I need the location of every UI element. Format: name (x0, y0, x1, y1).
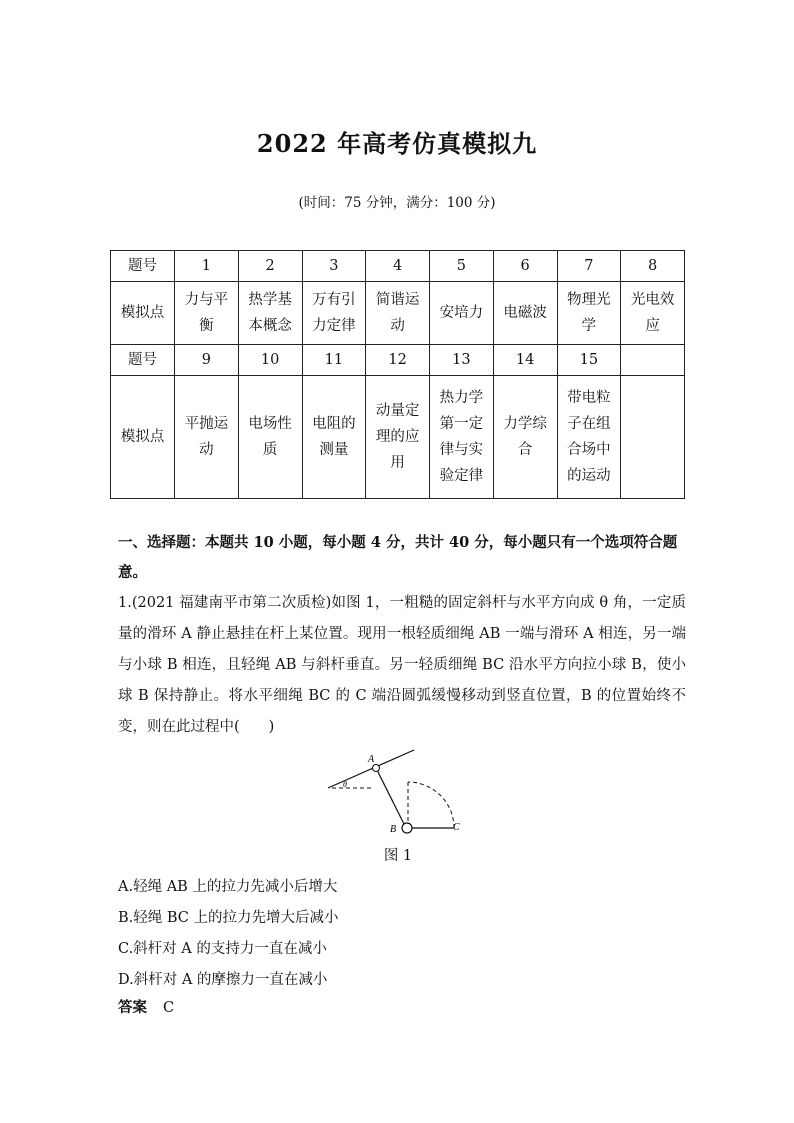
table-cell (621, 345, 685, 376)
table-cell: 5 (430, 251, 494, 282)
answer-options (118, 872, 686, 996)
table-cell: 动量定理的应用 (366, 376, 430, 499)
option-b: B.轻绳 BC 上的拉力先增大后减小 (118, 910, 339, 926)
table-cell: 热学基本概念 (238, 282, 302, 345)
table-cell: 电磁波 (493, 282, 557, 345)
table-cell: 1 (175, 251, 239, 282)
table-cell: 7 (557, 251, 621, 282)
label-a: A (368, 754, 375, 765)
row-label: 题号 (111, 345, 175, 376)
option-c: C.斜杆对 A 的支持力一直在减小 (118, 941, 327, 957)
table-cell: 14 (493, 345, 557, 376)
rope-ab (376, 768, 406, 828)
section-heading: 一、选择题：本题共 10 小题，每小题 4 分，共计 40 分，每小题只有一个选项符合题意。 (118, 534, 678, 581)
arc-path (408, 782, 454, 828)
table-cell: 15 (557, 345, 621, 376)
table-cell: 13 (430, 345, 494, 376)
label-theta: θ (343, 780, 347, 789)
table-cell: 平抛运动 (175, 376, 239, 499)
exam-time-info: (时间：75 分钟，满分：100 分) (298, 195, 496, 211)
page-title: 2022 年高考仿真模拟九 (256, 129, 538, 158)
row-label: 模拟点 (111, 282, 175, 345)
table-cell: 12 (366, 345, 430, 376)
table-cell: 力学综合 (493, 376, 557, 499)
option-d: D.斜杆对 A 的摩擦力一直在减小 (118, 972, 328, 988)
table-cell: 6 (493, 251, 557, 282)
question-text: 1.(2021 福建南平市第二次质检)如图 1，一粗糙的固定斜杆与水平方向成 θ 角，一定质量的滑环 A 静止悬挂在杆上某位置。现用一根轻质细绳 AB 一端与滑环 A 相连，另一端与小球 B 相连，且轻绳 AB 与斜杆垂直。另一轻质细绳 BC 沿水平方向拉小球 B，使小球 B 保持静止。将水平细绳 BC 的 C 端沿圆弧缓慢移动到竖直位置，B 的位置始终不变，则在此过程中( ) (118, 595, 686, 735)
answer-line (118, 996, 174, 1017)
answer-label: 答案 (118, 999, 147, 1016)
table-cell: 2 (238, 251, 302, 282)
table-cell: 8 (621, 251, 685, 282)
answer-value: C (163, 1000, 175, 1016)
table-cell: 简谐运动 (366, 282, 430, 345)
topic-table (110, 250, 685, 499)
table-cell: 物理光学 (557, 282, 621, 345)
table-cell: 带电粒子在组合场中的运动 (557, 376, 621, 499)
table-cell: 10 (238, 345, 302, 376)
table-cell (621, 376, 685, 499)
table-cell: 安培力 (430, 282, 494, 345)
table-cell: 光电效应 (621, 282, 685, 345)
table-row (111, 282, 685, 345)
row-label: 模拟点 (111, 376, 175, 499)
label-b: B (390, 824, 397, 835)
option-a: A.轻绳 AB 上的拉力先减小后增大 (118, 879, 338, 895)
ring-a (373, 765, 380, 772)
table-cell: 热力学第一定律与实验定律 (430, 376, 494, 499)
table-cell: 3 (302, 251, 366, 282)
physics-figure (326, 748, 466, 840)
figure-caption: 图 1 (383, 848, 413, 864)
table-cell: 力与平衡 (175, 282, 239, 345)
table-cell: 电阻的测量 (302, 376, 366, 499)
table-cell: 11 (302, 345, 366, 376)
row-label: 题号 (111, 251, 175, 282)
ball-b (402, 823, 412, 833)
table-row (111, 251, 685, 282)
table-cell: 万有引力定律 (302, 282, 366, 345)
table-cell: 4 (366, 251, 430, 282)
table-cell: 电场性质 (238, 376, 302, 499)
table-cell: 9 (175, 345, 239, 376)
table-row (111, 345, 685, 376)
table-row (111, 376, 685, 499)
label-c: C (453, 822, 460, 833)
